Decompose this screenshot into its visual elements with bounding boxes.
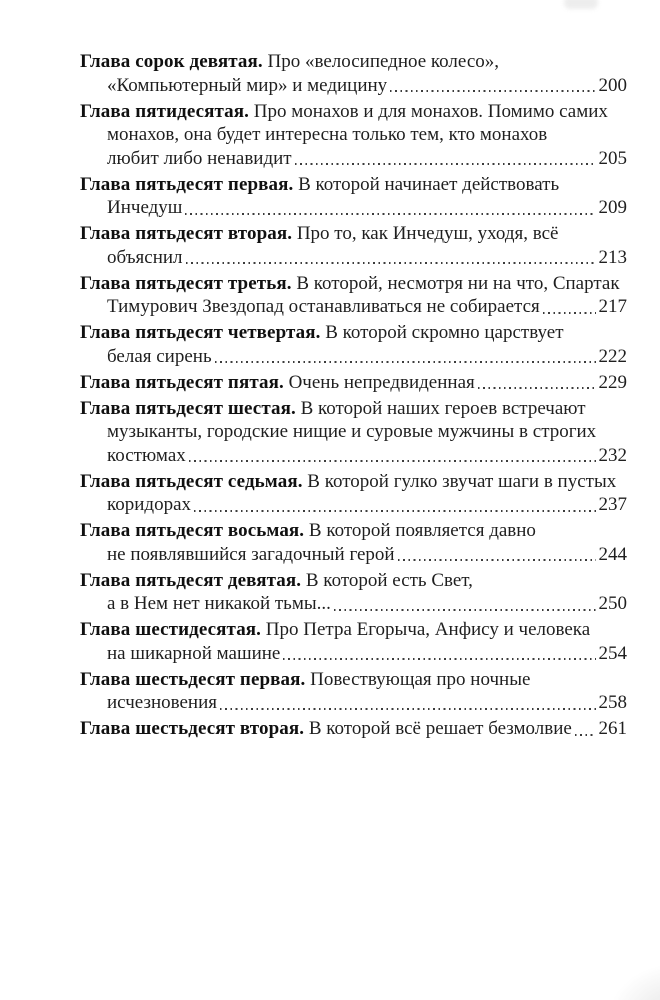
chapter-label: Глава пятьдесят четвертая. [80, 322, 321, 343]
toc-entry [80, 321, 627, 368]
toc-entry-line [80, 668, 627, 692]
toc-entry [80, 222, 627, 269]
toc-entry-text: объяснил [107, 246, 183, 268]
toc-entry-text: Глава шестидесятая. Про Петра Егорыча, Анфису и человека [80, 619, 591, 640]
page-number: 209 [598, 197, 627, 218]
toc-entry-line [80, 519, 627, 543]
toc-entry-text: Тимурович Звездопад останавливаться не собирается [107, 296, 540, 317]
toc-entry-line [80, 371, 627, 395]
toc-entry-text: музыканты, городские нищие и суровые мужчины в строгих [107, 421, 597, 442]
toc-entry-text: не появлявшийся загадочный герой [107, 543, 395, 565]
toc-entry-text: Глава пятьдесят пятая. Очень непредвиденная [80, 371, 475, 393]
toc-entry-line [107, 592, 627, 616]
toc-entry-line [107, 295, 627, 319]
toc-entry-text: Глава пятьдесят шестая. В которой наших героев встречают [80, 397, 586, 419]
toc-entry-text: Глава пятьдесят седьмая. В которой гулко звучат шаги в пустых [80, 470, 617, 492]
toc-entry-text: а в Нем нет никакой тьмы... [107, 593, 331, 614]
toc-entry-text: белая сирень [107, 345, 212, 367]
page-number: 261 [598, 718, 627, 739]
toc-entry-line [107, 642, 627, 666]
toc-entry-text: Глава пятидесятая. Про монахов и для монахов. Помимо самих [80, 100, 608, 122]
toc-entry-line [80, 618, 627, 642]
scan-artifact [564, 0, 598, 9]
page-number: 232 [598, 444, 627, 466]
toc-entry-text: монахов, она будет интересна только тем, кто монахов [107, 124, 548, 145]
chapter-label: Глава пятьдесят седьмая. [80, 470, 303, 492]
toc-entry-line [107, 493, 627, 517]
toc-entry [80, 371, 627, 395]
page-corner-shading [608, 963, 660, 1000]
toc-entry [80, 569, 627, 616]
toc-entry-text: Глава шестьдесят первая. Повествующая про ночные [80, 668, 531, 690]
toc-entry-text: Глава сорок девятая. Про «велосипедное колесо», [80, 51, 500, 72]
chapter-label: Глава пятьдесят третья. [80, 272, 292, 294]
toc-entry-text: на шикарной машине [107, 642, 281, 664]
toc-entry [80, 470, 627, 517]
toc-entry-line [80, 717, 627, 741]
page-number: 217 [598, 296, 627, 317]
toc-entry-text: исчезновения [107, 692, 217, 713]
chapter-label: Глава пятьдесят восьмая. [80, 520, 305, 541]
toc-entry-line [80, 272, 627, 296]
chapter-label: Глава пятьдесят девятая. [80, 569, 302, 591]
page-number: 254 [598, 642, 627, 664]
chapter-label: Глава сорок девятая. [80, 51, 263, 72]
chapter-label: Глава пятьдесят первая. [80, 173, 294, 195]
toc-entry-text: Глава пятьдесят первая. В которой начинает действовать [80, 173, 560, 195]
chapter-label: Глава шестьдесят первая. [80, 668, 306, 690]
toc-entry-line [107, 74, 627, 98]
toc-entry-line [107, 543, 627, 567]
toc-entry-line [107, 444, 627, 468]
toc-entry-text: костюмах [107, 444, 186, 466]
toc-entry-line [80, 321, 627, 345]
page-number: 200 [598, 74, 627, 96]
toc-entry-text: Глава пятьдесят восьмая. В которой появляется давно [80, 520, 536, 541]
toc-entry-text: Глава пятьдесят вторая. Про то, как Инчедуш, уходя, всё [80, 223, 559, 244]
chapter-label: Глава шестидесятая. [80, 619, 262, 640]
toc-entry [80, 272, 627, 319]
toc-entry-line [107, 246, 627, 270]
chapter-label: Глава пятидесятая. [80, 100, 250, 122]
chapter-label: Глава пятьдесят шестая. [80, 397, 296, 419]
toc-entry-line [80, 397, 627, 421]
toc-entry-line [107, 196, 627, 220]
toc-entry-text: Глава шестьдесят вторая. В которой всё решает безмолвие [80, 718, 572, 739]
toc-entry [80, 173, 627, 220]
page-number: 222 [598, 345, 627, 367]
page-number: 250 [598, 593, 627, 614]
toc-entry [80, 397, 627, 468]
toc-entry-line [80, 569, 627, 593]
toc-entry-text: коридорах [107, 494, 192, 515]
page-number: 244 [598, 543, 627, 565]
toc-entry-line [107, 420, 627, 444]
toc-entry-line [80, 100, 627, 124]
toc-entry-text: Глава пятьдесят третья. В которой, несмотря ни на что, Спартак [80, 272, 620, 294]
toc-entry [80, 50, 627, 97]
toc-entry-line [80, 470, 627, 494]
toc-entry [80, 717, 627, 741]
page-number: 229 [598, 371, 627, 393]
chapter-label: Глава шестьдесят вторая. [80, 718, 305, 739]
page-number: 205 [598, 147, 627, 169]
toc-entry-text: любит либо ненавидит [107, 147, 292, 169]
toc-entry-text: Глава пятьдесят девятая. В которой есть Свет, [80, 569, 473, 591]
toc-entry [80, 618, 627, 665]
toc-entry-line [107, 691, 627, 715]
toc-entry-line [80, 222, 627, 246]
chapter-label: Глава пятьдесят вторая. [80, 223, 293, 244]
page-number: 258 [598, 692, 627, 713]
table-of-contents [80, 50, 627, 743]
toc-entry-line [80, 173, 627, 197]
toc-entry-line [107, 147, 627, 171]
page-number: 237 [598, 494, 627, 515]
toc-entry-line [80, 50, 627, 74]
toc-entry-text: Инчедуш [107, 197, 183, 218]
toc-entry [80, 668, 627, 715]
toc-entry [80, 519, 627, 566]
page-number: 213 [598, 246, 627, 268]
toc-entry-text: Глава пятьдесят четвертая. В которой скромно царствует [80, 322, 564, 343]
toc-entry-line [107, 345, 627, 369]
toc-entry [80, 100, 627, 171]
toc-entry-text: «Компьютерный мир» и медицину [107, 74, 388, 96]
chapter-label: Глава пятьдесят пятая. [80, 371, 284, 393]
toc-entry-line [107, 123, 627, 147]
